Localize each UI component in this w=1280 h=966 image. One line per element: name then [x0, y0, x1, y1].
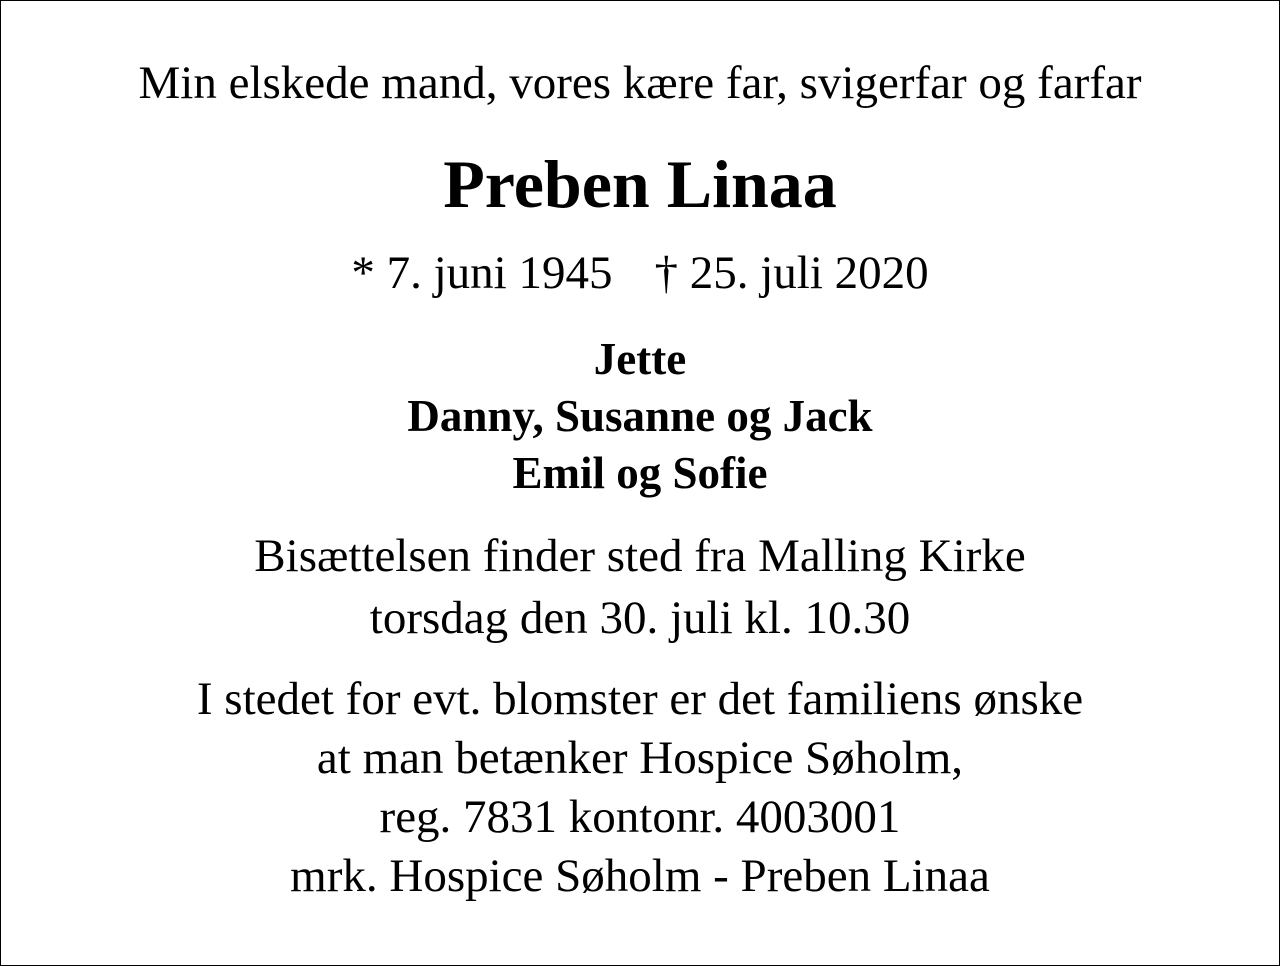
family-line-grandchildren: Emil og Sofie — [512, 448, 768, 498]
donation-line-2: at man betænker Hospice Søholm, — [316, 732, 964, 784]
donation-line-4: mrk. Hospice Søholm - Preben Linaa — [290, 850, 990, 902]
family-line-children: Danny, Susanne og Jack — [407, 391, 873, 441]
service-location: Bisættelsen finder sted fra Malling Kirke — [254, 530, 1026, 582]
donation-line-1: I stedet for evt. blomster er det familiens ønske — [196, 673, 1084, 725]
birth-date: * 7. juni 1945 — [351, 247, 613, 299]
deceased-name: Preben Linaa — [443, 146, 837, 222]
service-time: torsdag den 30. juli kl. 10.30 — [369, 592, 911, 644]
life-dates — [0, 247, 1280, 299]
donation-line-3: reg. 7831 kontonr. 4003001 — [379, 791, 901, 843]
intro-text: Min elskede mand, vores kære far, svigerfar og farfar — [138, 57, 1142, 109]
family-line-spouse: Jette — [593, 334, 687, 384]
death-date: † 25. juli 2020 — [654, 247, 929, 299]
